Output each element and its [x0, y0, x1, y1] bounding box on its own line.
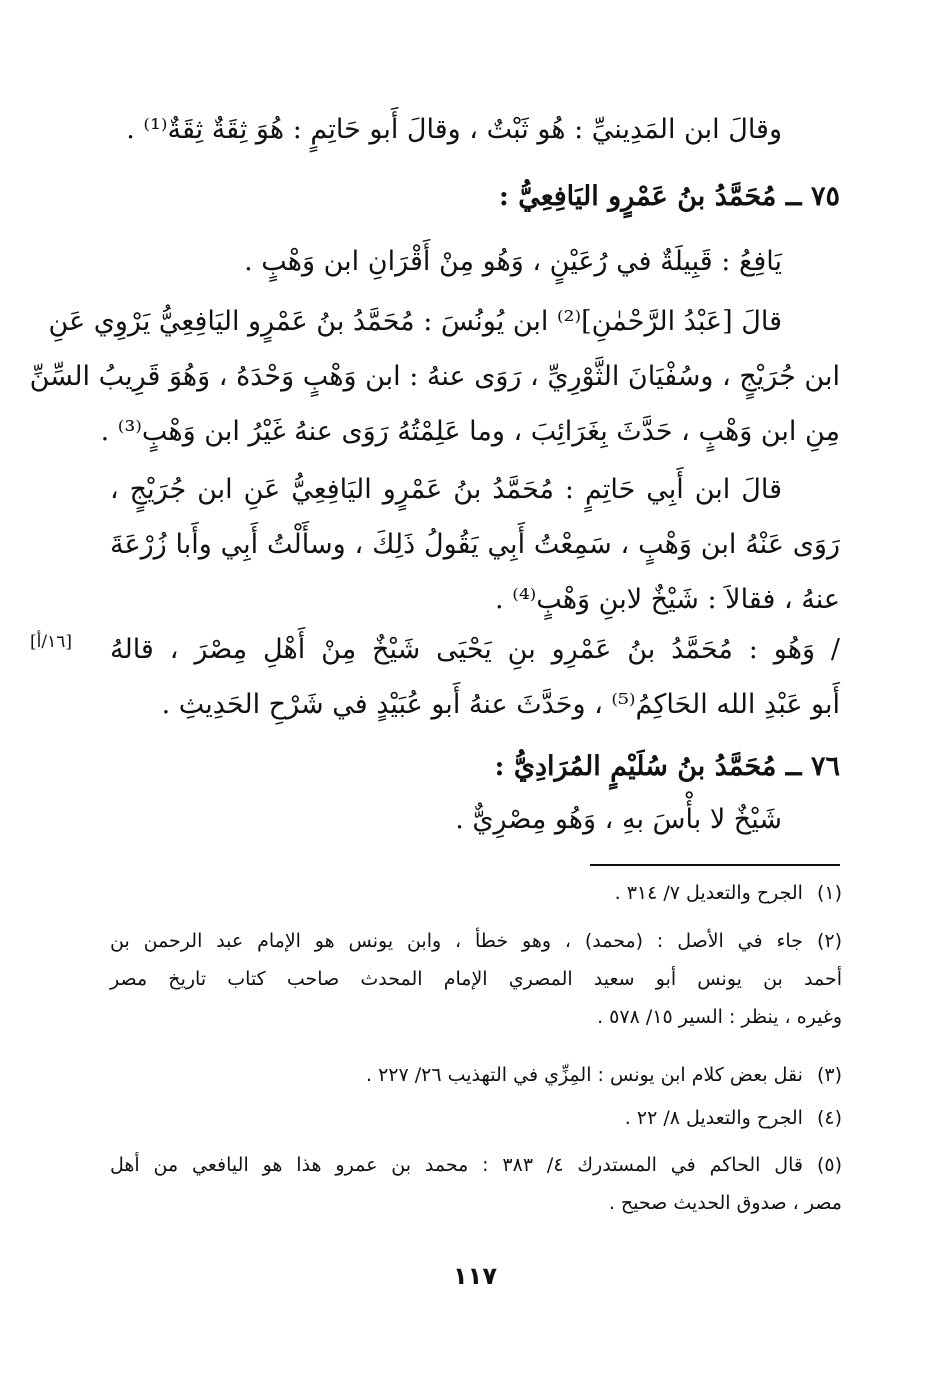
footnote: [110, 1146, 842, 1222]
footnote-text: وغيره ، ينظر : السير ١٥/ ٥٧٨ .: [597, 1006, 842, 1028]
entry-heading-75: ٧٥ ــ مُحَمَّدُ بنُ عَمْرٍو اليَافِعِيُّ :: [498, 181, 840, 212]
body-line: ابن جُرَيْجٍ ، وسُفْيَانَ الثَّوْرِيِّ ، رَوَى عنهُ : ابن وَهْبٍ وَحْدَهُ ، وَهُوَ قَرِيبُ السِّنِّ: [29, 361, 840, 392]
footnote: [110, 922, 842, 1036]
footnote: [110, 874, 842, 912]
footnote-number: (٢): [816, 930, 842, 952]
body-line: وقالَ ابن المَدِينيِّ : هُو ثَبْتٌ ، وقالَ أَبو حَاتِمٍ : هُوَ ثِقَةٌ ثِقَةٌ⁽¹⁾ .: [126, 114, 782, 145]
body-line: قالَ [عَبْدُ الرَّحْمٰنِ]⁽²⁾ ابن يُونُسَ : مُحَمَّدُ بنُ عَمْرٍو اليَافِعِيُّ يَرْوِي عَنِ: [48, 306, 782, 337]
footnote-number: (٥): [816, 1154, 842, 1176]
body-line: عنهُ ، فقالاَ : شَيْخٌ لابنِ وَهْبٍ⁽⁴⁾ .: [495, 584, 840, 615]
body-line: شَيْخٌ لا بأْسَ بهِ ، وَهُو مِصْرِيٌّ .: [455, 804, 782, 835]
footnote-text: نقل بعض كلام ابن يونس : المِزِّي في التهذيب ٢٦/ ٢٢٧ .: [365, 1064, 803, 1086]
footnote-text: مصر ، صدوق الحديث صحيح .: [608, 1192, 842, 1214]
body-line: / وَهُو : مُحَمَّدُ بنُ عَمْرِو بنِ يَحْيَى شَيْخٌ مِنْ أَهْلِ مِصْرَ ، قالهُ: [110, 634, 840, 665]
footnote-text: أحمد بن يونس أبو سعيد المصري الإمام المحدث صاحب كتاب تاريخ مصر: [110, 968, 842, 990]
body-line: أَبو عَبْدِ الله الحَاكِمُ⁽⁵⁾ ، وحَدَّثَ عنهُ أَبو عُبَيْدٍ في شَرْحِ الحَدِيثِ .: [161, 689, 840, 720]
body-line: رَوَى عَنْهُ ابن وَهْبٍ ، سَمِعْتُ أَبِي يَقُولُ ذَلِكَ ، وسأَلْتُ أَبِي وأَبا زُرْعَةَ: [110, 529, 840, 560]
footnote-text: قال الحاكم في المستدرك ٤/ ٣٨٣ : محمد بن عمرو هذا هو اليافعي من أهل: [110, 1154, 803, 1176]
body-line: قالَ ابن أَبِي حَاتِمٍ : مُحَمَّدُ بنُ عَمْرٍو اليَافِعِيُّ عَنِ ابن جُرَيْجٍ ،: [110, 474, 782, 505]
footnote-text: الجرح والتعديل ٧/ ٣١٤ .: [614, 882, 803, 904]
footnote: [110, 1099, 842, 1137]
footnote-text: الجرح والتعديل ٨/ ٢٢ .: [624, 1107, 803, 1129]
entry-heading-76: ٧٦ ــ مُحَمَّدُ بنُ سُلَيْمٍ المُرَادِيُّ :: [494, 751, 840, 782]
footnote-text: جاء في الأصل : (محمد) ، وهو خطأ ، وابن يونس هو الإمام عبد الرحمن بن: [110, 930, 803, 952]
body-line: يَافِعُ : قَبِيلَةٌ في رُعَيْنٍ ، وَهُو مِنْ أَقْرَانِ ابن وَهْبٍ .: [244, 246, 782, 277]
body-line: مِنِ ابن وَهْبٍ ، حَدَّثَ بِغَرَائِبَ ، وما عَلِمْتُهُ رَوَى عنهُ غَيْرُ ابن وَهْبٍ⁽³⁾ .: [100, 416, 840, 447]
footnote-number: (١): [816, 882, 842, 904]
footnote: [110, 1056, 842, 1094]
margin-folio-note: [١٦/أ]: [30, 632, 72, 652]
footnote-number: (٣): [816, 1064, 842, 1086]
footnote-number: (٤): [816, 1107, 842, 1129]
page-number: ١١٧: [453, 1262, 497, 1290]
footnote-separator: [590, 864, 840, 866]
